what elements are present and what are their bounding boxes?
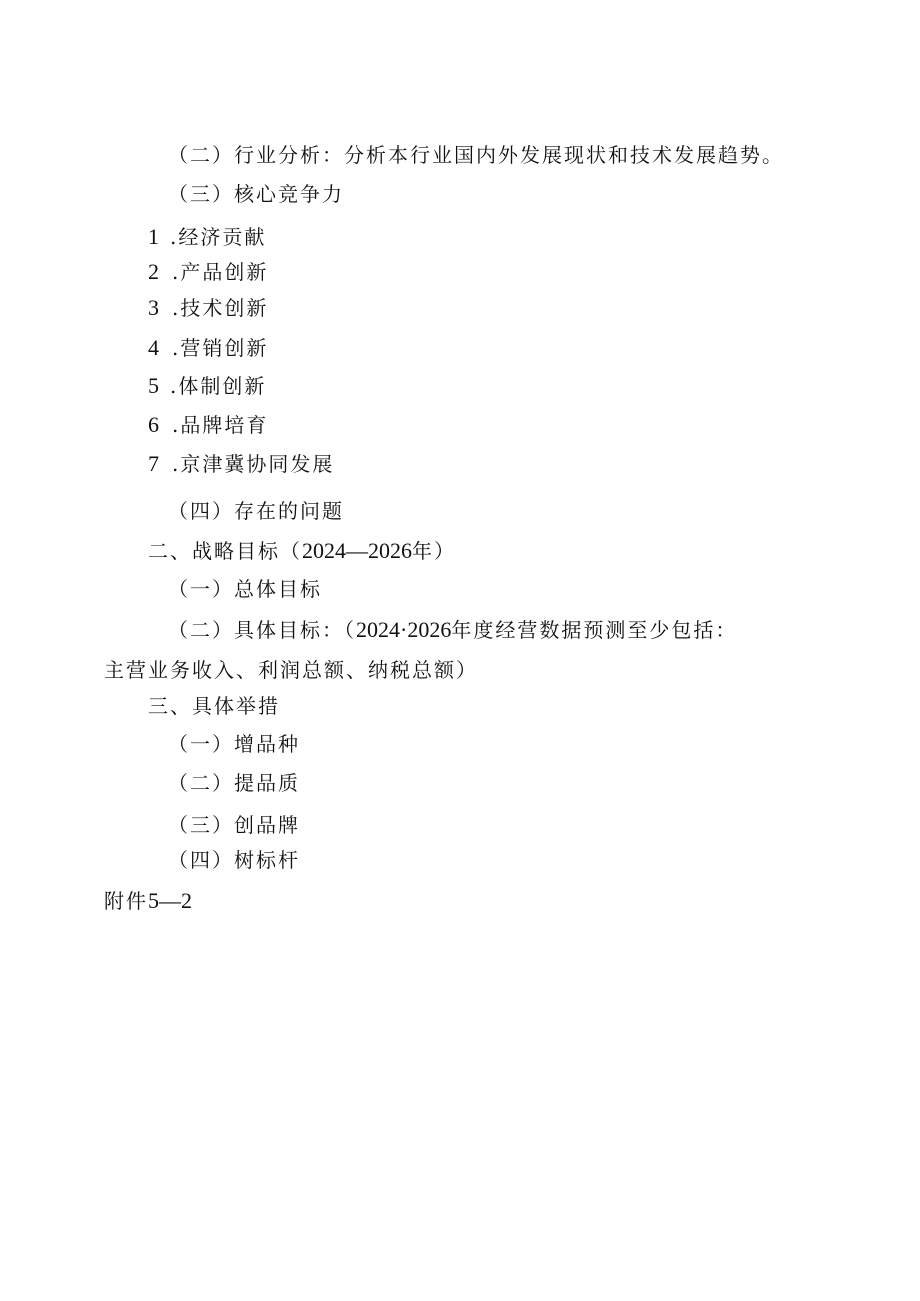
specific-goal-continuation: 主营业务收入、利润总额、纳税总额）	[104, 658, 478, 682]
list-item-text: .体制创新	[170, 374, 267, 398]
attachment-text: 附件	[104, 889, 148, 913]
specific-goal-prefix: （二）具体目标：（	[168, 618, 356, 642]
list-item-text: .技术创新	[172, 296, 269, 320]
list-item-number: 1	[148, 224, 159, 249]
existing-problems-heading: （四）存在的问题	[168, 499, 344, 523]
industry-analysis-heading: （二）行业分析：分析本行业国内外发展现状和技术发展趋势。	[168, 143, 784, 167]
specific-goal-years: 2024·2026	[356, 617, 452, 642]
overall-goal-heading: （一）总体目标	[168, 577, 322, 601]
core-competitiveness-heading: （三）核心竞争力	[168, 182, 344, 206]
strategic-goals-years: 2024—2026	[302, 538, 412, 563]
list-item-text: .经济贡献	[170, 225, 267, 249]
strategic-goals-prefix: 二、战略目标（	[148, 539, 302, 563]
list-item-number: 5	[148, 373, 159, 398]
list-item-number: 7	[148, 451, 159, 476]
strategic-goals-suffix: 年）	[412, 539, 456, 563]
list-item-text: .京津冀协同发展	[172, 452, 335, 476]
attachment-label	[104, 890, 192, 912]
list-item: （二）提品质	[168, 771, 300, 795]
list-item-number: 3	[148, 295, 159, 320]
list-item: （四）树标杆	[168, 848, 300, 872]
list-item-number: 6	[148, 412, 159, 437]
strategic-goals-heading	[148, 540, 456, 562]
specific-measures-heading: 三、具体举措	[148, 694, 280, 718]
list-item-text: .产品创新	[172, 260, 269, 284]
list-item-text: .品牌培育	[172, 413, 269, 437]
attachment-number: 5—2	[148, 888, 192, 913]
list-item-number: 4	[148, 335, 159, 360]
specific-goal-suffix: 年度经营数据预测至少包括：	[451, 618, 738, 642]
list-item: （一）增品种	[168, 732, 300, 756]
specific-goal-heading	[168, 619, 737, 641]
list-item-text: .营销创新	[172, 336, 269, 360]
list-item: （三）创品牌	[168, 813, 300, 837]
list-item-number: 2	[148, 259, 159, 284]
